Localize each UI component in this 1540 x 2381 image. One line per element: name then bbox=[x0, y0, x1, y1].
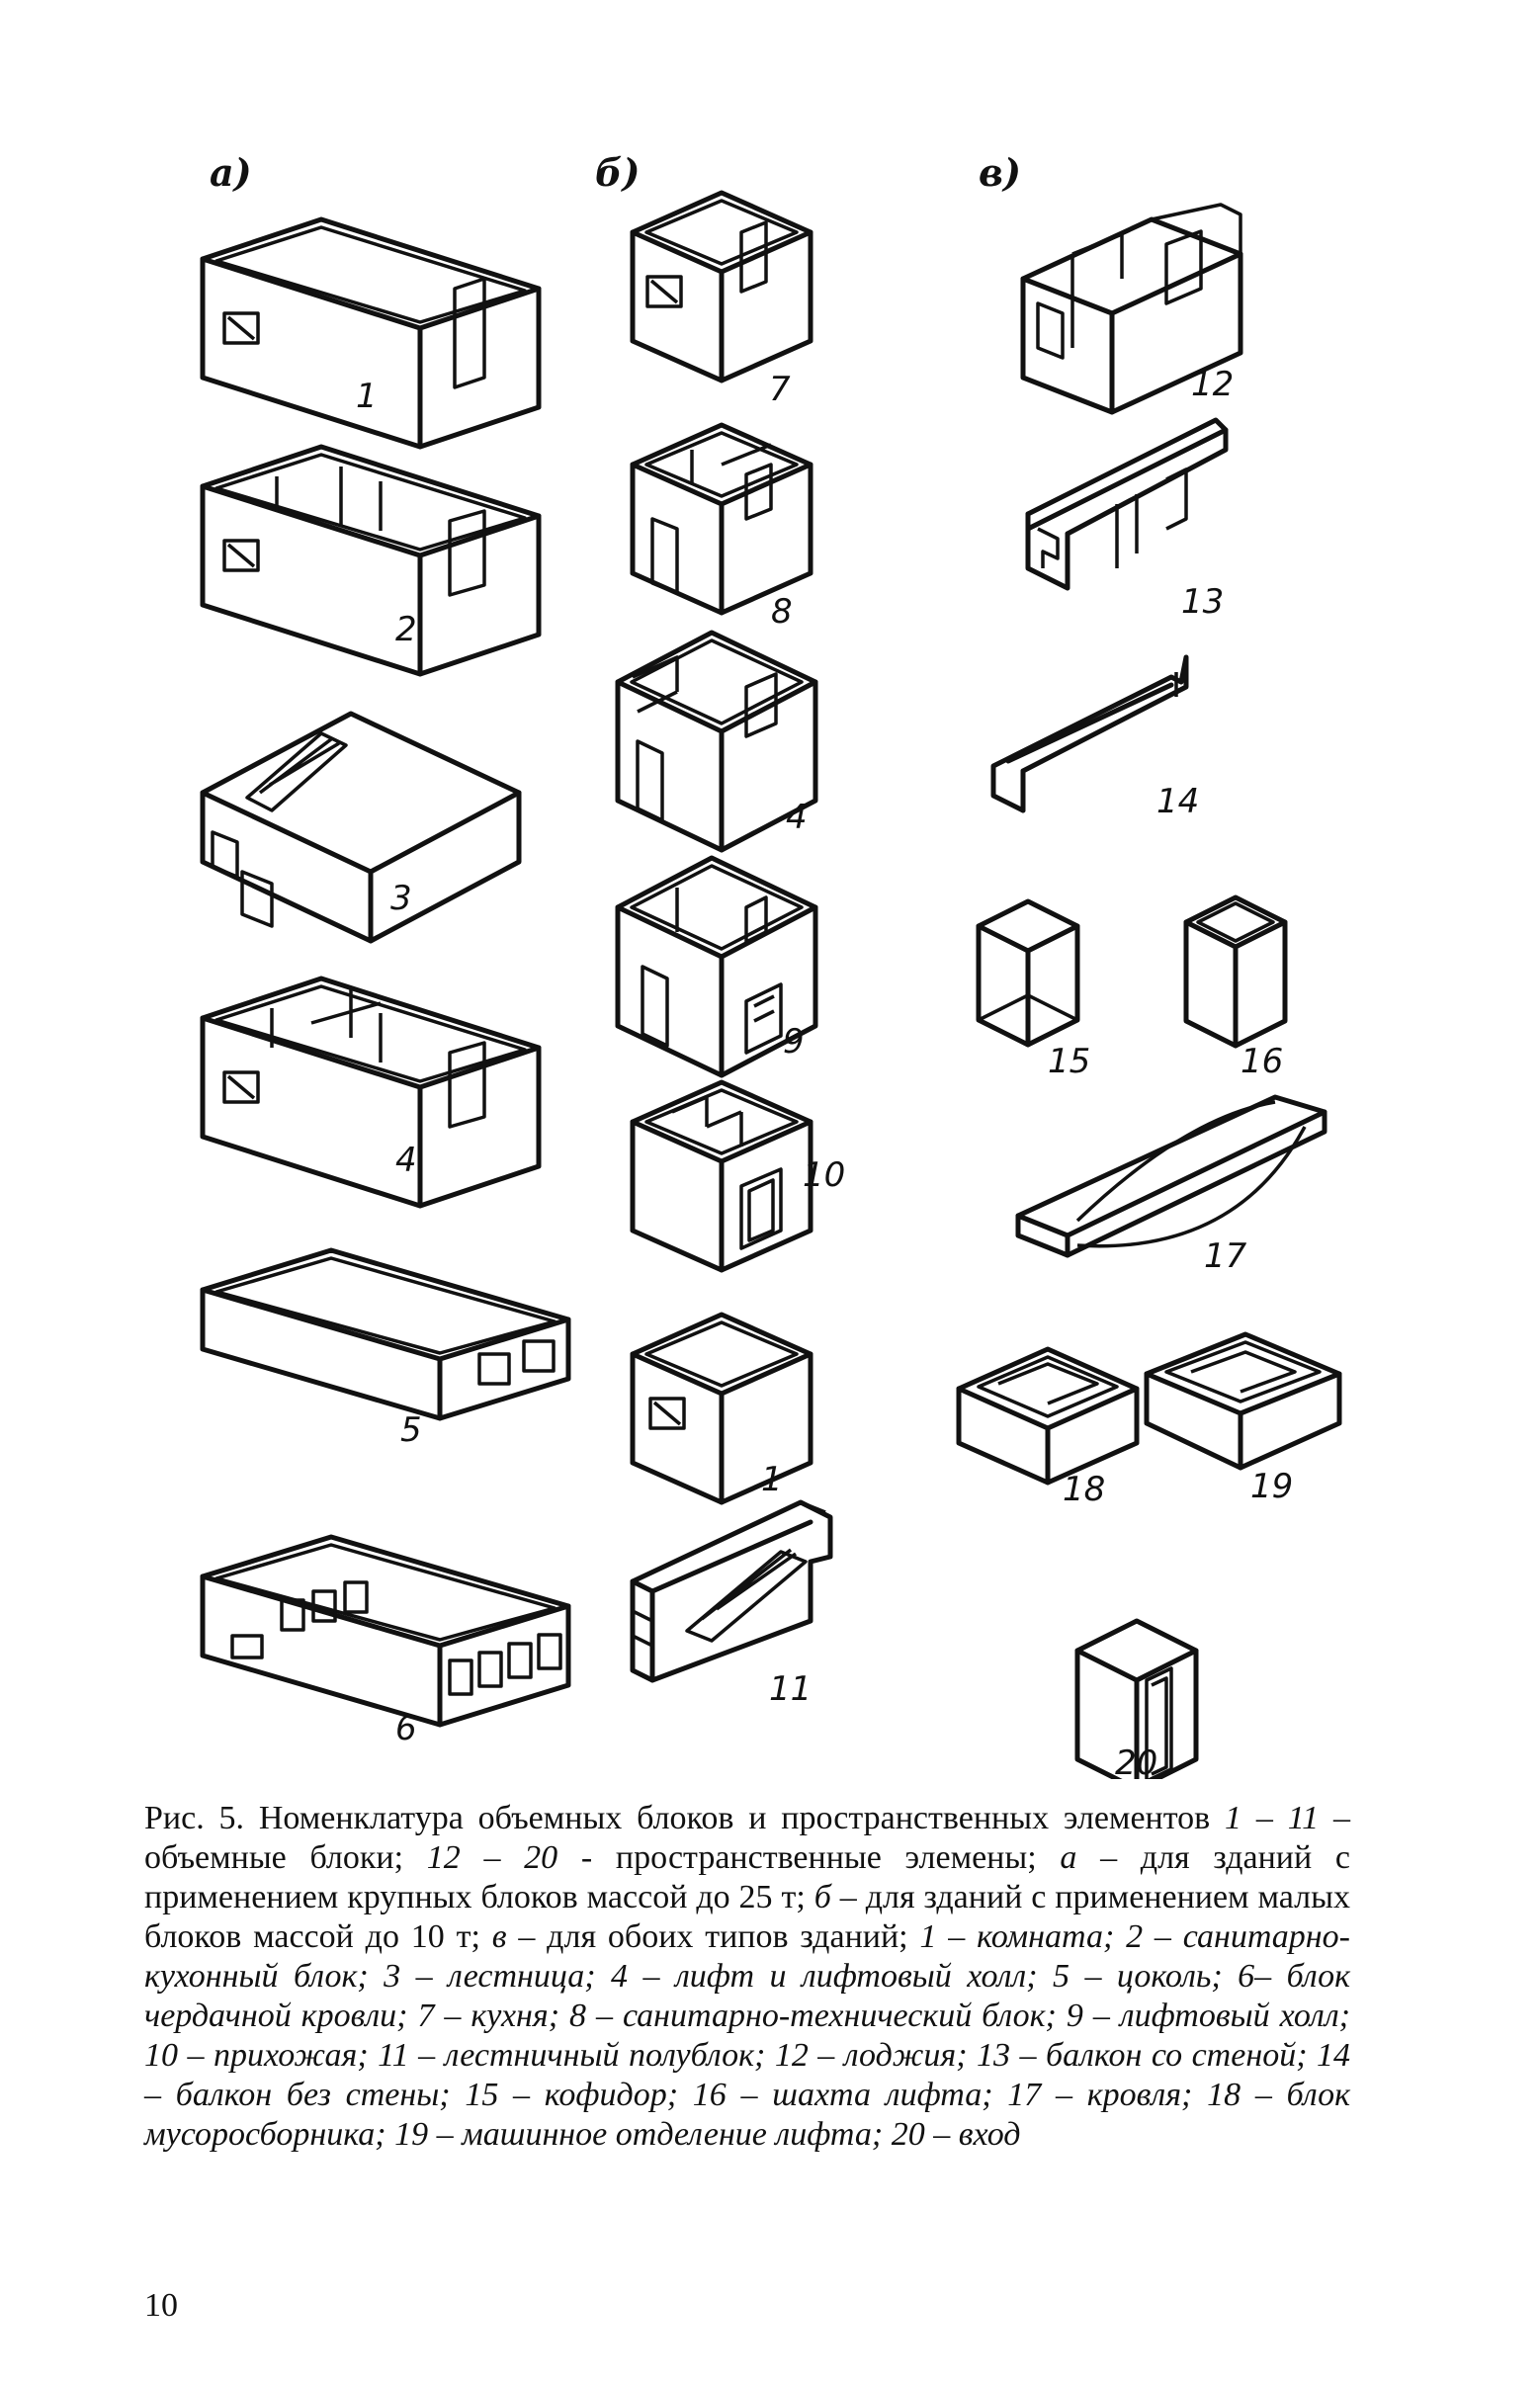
block-4-lift-hall bbox=[203, 978, 539, 1206]
caption-text-1: – объемные блоки; bbox=[144, 1800, 1351, 1876]
block-8-sanitary-technical bbox=[633, 425, 811, 613]
caption-fig-label: Рис. 5. bbox=[144, 1800, 245, 1836]
block-number-8: 8 bbox=[771, 592, 793, 632]
element-number-14: 14 bbox=[1156, 782, 1200, 821]
caption-text-4: – для зданий с применением малых блоков массой до 10 т; bbox=[144, 1879, 1350, 1955]
block-6-attic-roof bbox=[203, 1537, 568, 1725]
page-number: 10 bbox=[144, 2287, 178, 2324]
block-number-1-b: 1 bbox=[761, 1460, 783, 1499]
element-13-balcony-with-wall bbox=[1028, 420, 1226, 588]
block-11-stair-half-block bbox=[633, 1502, 830, 1680]
element-15-corridor bbox=[979, 901, 1077, 1045]
caption-text-5: – для обоих типов зданий; bbox=[506, 1918, 908, 1955]
element-number-17: 17 bbox=[1204, 1236, 1247, 1276]
caption-legend: 1 – комната; 2 – санитарно-кухонный блок; 3 – лестница; 4 – лифт и лифтовый холл; 5 – цоколь; 6– блок чердачной кровли; 7 – кухня; 8 – санитарно-технический блок; 9 – лифтовый холл; 10 – прихожая; 11 – лестничный полублок; 12 – лоджия; 13 – балкон со стеной; 14 – балкон без стены; 15 – кофидор; 16 – шахта лифта; 17 – кровля; 18 – блок мусоросборника; 19 – машинное отделение лифта; 20 – вход bbox=[144, 1918, 1350, 2153]
element-19-lift-machine-room bbox=[1147, 1334, 1339, 1468]
block-5-plinth bbox=[203, 1250, 568, 1418]
column-label-b: б) bbox=[595, 150, 641, 195]
caption-title: Номенклатура объемных блоков и пространственных элементов bbox=[258, 1800, 1211, 1836]
caption-text-2: - пространственные элемены; bbox=[557, 1839, 1061, 1876]
block-number-4-a: 4 bbox=[395, 1141, 417, 1180]
element-number-19: 19 bbox=[1250, 1467, 1294, 1506]
caption-key-a: а bbox=[1060, 1839, 1077, 1876]
block-1-room-b bbox=[633, 1315, 811, 1502]
block-number-11: 11 bbox=[769, 1669, 813, 1709]
block-number-1: 1 bbox=[356, 377, 378, 416]
element-17-roof bbox=[1018, 1097, 1325, 1255]
block-number-6: 6 bbox=[395, 1709, 417, 1748]
caption-text-3: – для зданий с применением крупных блоков массой до 25 т; bbox=[144, 1839, 1350, 1915]
caption-range-2: 12 – 20 bbox=[426, 1839, 558, 1876]
block-number-4-b: 4 bbox=[786, 798, 808, 837]
block-number-3: 3 bbox=[390, 879, 412, 918]
caption-key-v: в bbox=[491, 1918, 507, 1955]
element-number-18: 18 bbox=[1063, 1470, 1106, 1509]
figure-caption bbox=[144, 1799, 1350, 2155]
block-number-9: 9 bbox=[783, 1022, 805, 1062]
caption-key-b: б bbox=[813, 1879, 831, 1915]
block-2-sanitary-kitchen bbox=[203, 447, 539, 674]
column-label-a: а) bbox=[210, 150, 252, 195]
block-number-10: 10 bbox=[803, 1155, 846, 1195]
block-number-2: 2 bbox=[395, 610, 417, 649]
element-18-garbage-block bbox=[959, 1349, 1137, 1483]
element-16-lift-shaft bbox=[1186, 897, 1285, 1046]
block-7-kitchen bbox=[633, 193, 811, 381]
block-number-7: 7 bbox=[769, 370, 791, 409]
column-label-v: в) bbox=[979, 150, 1021, 195]
block-number-5: 5 bbox=[400, 1410, 422, 1450]
caption-range-1: 1 – 11 bbox=[1225, 1800, 1320, 1836]
block-10-hallway bbox=[633, 1082, 811, 1270]
element-number-12: 12 bbox=[1191, 365, 1235, 404]
element-number-20: 20 bbox=[1115, 1743, 1158, 1779]
block-3-staircase bbox=[203, 714, 519, 941]
element-number-15: 15 bbox=[1048, 1042, 1091, 1081]
element-number-16: 16 bbox=[1241, 1042, 1284, 1081]
element-number-13: 13 bbox=[1181, 582, 1225, 622]
